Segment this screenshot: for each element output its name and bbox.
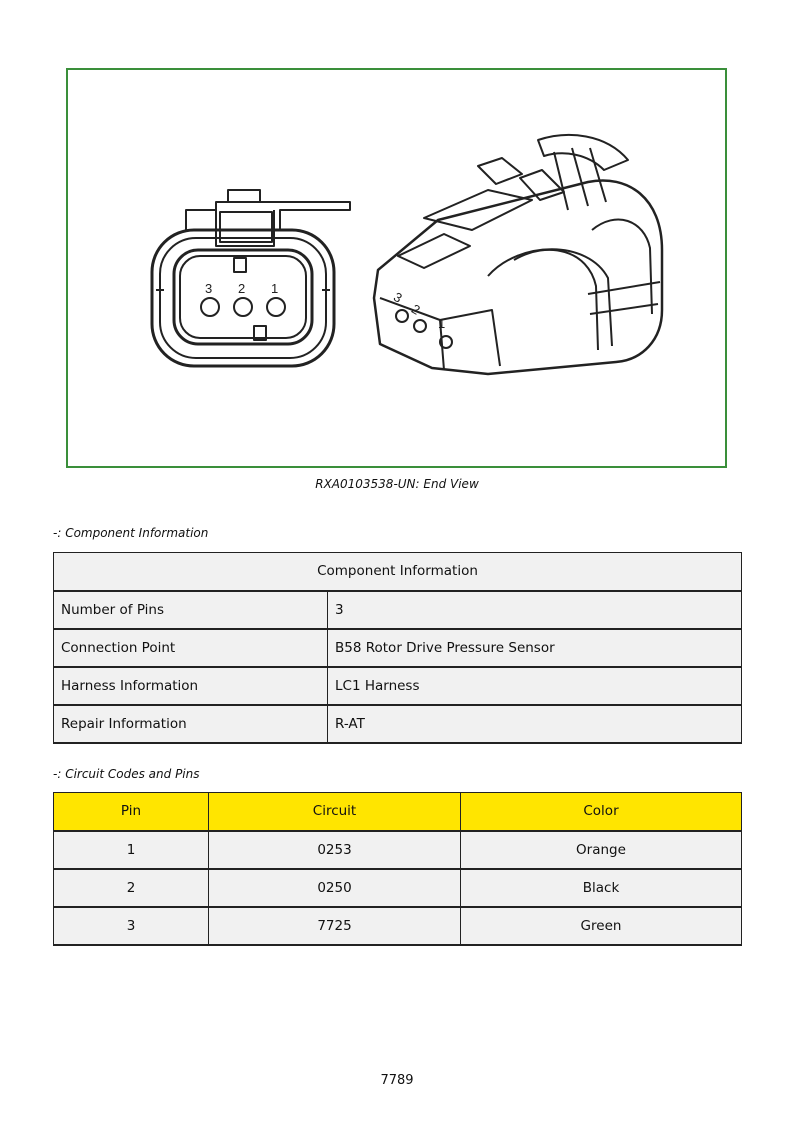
row-value: R-AT xyxy=(328,705,742,743)
front-pin-label-3: 3 xyxy=(205,281,213,296)
column-header-color: Color xyxy=(461,793,742,831)
component-section-label: -: Component Information xyxy=(53,526,209,540)
connector-figure xyxy=(66,68,727,468)
row-key: Harness Information xyxy=(54,667,328,705)
iso-pin-label-1: 1 xyxy=(438,316,446,331)
row-key: Repair Information xyxy=(54,705,328,743)
isometric-connector xyxy=(374,135,662,374)
color-cell: Black xyxy=(461,869,742,907)
circuit-cell: 0250 xyxy=(209,869,461,907)
table-row xyxy=(54,705,742,743)
front-view-connector xyxy=(152,190,350,366)
figure-caption: RXA0103538-UN: End View xyxy=(315,477,479,491)
page-number: 7789 xyxy=(380,1073,414,1088)
front-pin-label-2: 2 xyxy=(238,281,246,296)
table-row xyxy=(54,831,742,869)
iso-pin-label-3: 3 xyxy=(391,289,405,306)
circuit-codes-table xyxy=(53,792,742,946)
pin-cell: 1 xyxy=(54,831,209,869)
color-cell: Orange xyxy=(461,831,742,869)
row-key: Number of Pins xyxy=(54,591,328,629)
row-key: Connection Point xyxy=(54,629,328,667)
circuit-section-label: -: Circuit Codes and Pins xyxy=(53,767,200,781)
component-info-table xyxy=(53,552,742,744)
row-value: B58 Rotor Drive Pressure Sensor xyxy=(328,629,742,667)
pin-cell: 2 xyxy=(54,869,209,907)
table-row xyxy=(54,591,742,629)
iso-pin-label-2: 2 xyxy=(409,301,423,318)
table-row xyxy=(54,667,742,705)
table-header-row xyxy=(54,793,742,831)
circuit-cell: 0253 xyxy=(209,831,461,869)
color-cell: Green xyxy=(461,907,742,945)
circuit-cell: 7725 xyxy=(209,907,461,945)
column-header-circuit: Circuit xyxy=(209,793,461,831)
pin-cell: 3 xyxy=(54,907,209,945)
table-row xyxy=(54,907,742,945)
connector-end-view-drawing xyxy=(68,70,725,466)
front-pin-label-1: 1 xyxy=(271,281,279,296)
table-header-row xyxy=(54,553,742,591)
table-row xyxy=(54,869,742,907)
column-header-pin: Pin xyxy=(54,793,209,831)
row-value: LC1 Harness xyxy=(328,667,742,705)
row-value: 3 xyxy=(328,591,742,629)
component-table-title: Component Information xyxy=(54,553,742,591)
table-row xyxy=(54,629,742,667)
